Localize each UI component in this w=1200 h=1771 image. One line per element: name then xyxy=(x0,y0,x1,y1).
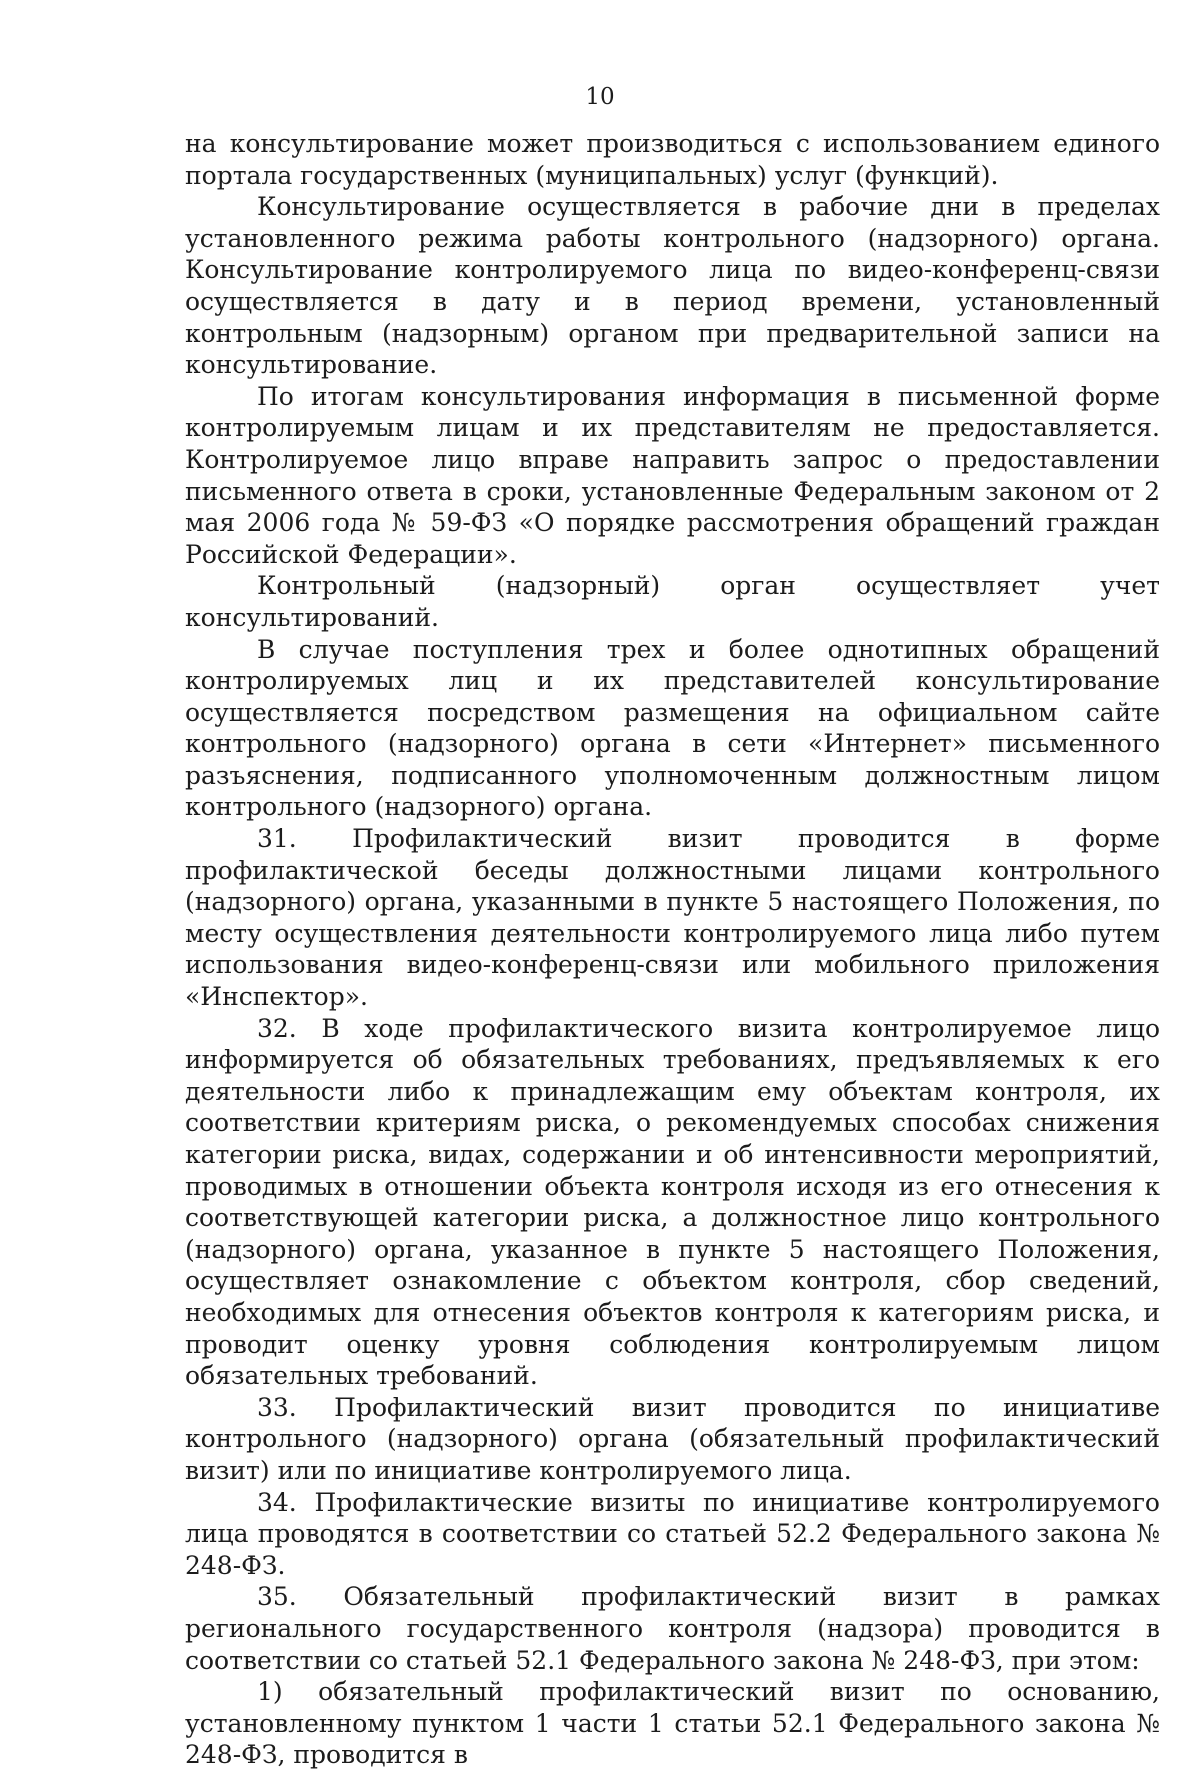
document-body xyxy=(185,128,1160,1771)
paragraph-item-34: 34. Профилактические визиты по инициативе контролируемого лица проводятся в соответствии со статьей 52.2 Федерального закона № 248-ФЗ. xyxy=(185,1487,1160,1580)
paragraph-item-35: 35. Обязательный профилактический визит в рамках регионального государственного контроля (надзора) проводится в соответствии со статьей 52.1 Федерального закона № 248-ФЗ, при этом: xyxy=(185,1582,1160,1675)
page-number: 10 xyxy=(585,84,615,110)
paragraph-item-32: 32. В ходе профилактического визита контролируемое лицо информируется об обязательных требованиях, предъявляемых к его деятельности либо к принадлежащим ему объектам контроля, их соответствии критериям риска, о рекомендуемых способах снижения категории риска, видах, содержании и об интенсивности мероприятий, проводимых в отношении объекта контроля исходя из его отнесения к соответствующей категории риска, а должностное лицо контрольного (надзорного) органа, указанное в пункте 5 настоящего Положения, осуществляет ознакомление с объектом контроля, сбор сведений, необходимых для отнесения объектов контроля к категориям риска, и проводит оценку уровня соблюдения контролируемым лицом обязательных требований. xyxy=(185,1013,1160,1391)
paragraph: Контрольный (надзорный) орган осуществляет учет консультирований. xyxy=(185,571,1160,632)
paragraph: По итогам консультирования информация в письменной форме контролируемым лицам и их представителям не предоставляется. Контролируемое лицо вправе направить запрос о предоставлении письменного ответа в сроки, установленные Федеральным законом от 2 мая 2006 года № 59-ФЗ «О порядке рассмотрения обращений граждан Российской Федерации». xyxy=(185,381,1160,569)
paragraph: на консультирование может производиться с использованием единого портала государственных (муниципальных) услуг (функций). xyxy=(185,129,1160,190)
paragraph-subitem-1: 1) обязательный профилактический визит по основанию, установленному пунктом 1 части 1 статьи 52.1 Федерального закона № 248-ФЗ, проводится в xyxy=(185,1677,1160,1770)
paragraph: Консультирование осуществляется в рабочие дни в пределах установленного режима работы контрольного (надзорного) органа. Консультирование контролируемого лица по видео-конференц-связи осуществляется в дату и в период времени, установленный контрольным (надзорным) органом при предварительной записи на консультирование. xyxy=(185,192,1160,380)
paragraph-item-33: 33. Профилактический визит проводится по инициативе контрольного (надзорного) органа (обязательный профилактический визит) или по инициативе контролируемого лица. xyxy=(185,1392,1160,1485)
paragraph-item-31: 31. Профилактический визит проводится в форме профилактической беседы должностными лицами контрольного (надзорного) органа, указанными в пункте 5 настоящего Положения, по месту осуществления деятельности контролируемого лица либо путем использования видео-конференц-связи или мобильного приложения «Инспектор». xyxy=(185,824,1160,1012)
paragraph: В случае поступления трех и более однотипных обращений контролируемых лиц и их представителей консультирование осуществляется посредством размещения на официальном сайте контрольного (надзорного) органа в сети «Интернет» письменного разъяснения, подписанного уполномоченным должностным лицом контрольного (надзорного) органа. xyxy=(185,634,1160,822)
